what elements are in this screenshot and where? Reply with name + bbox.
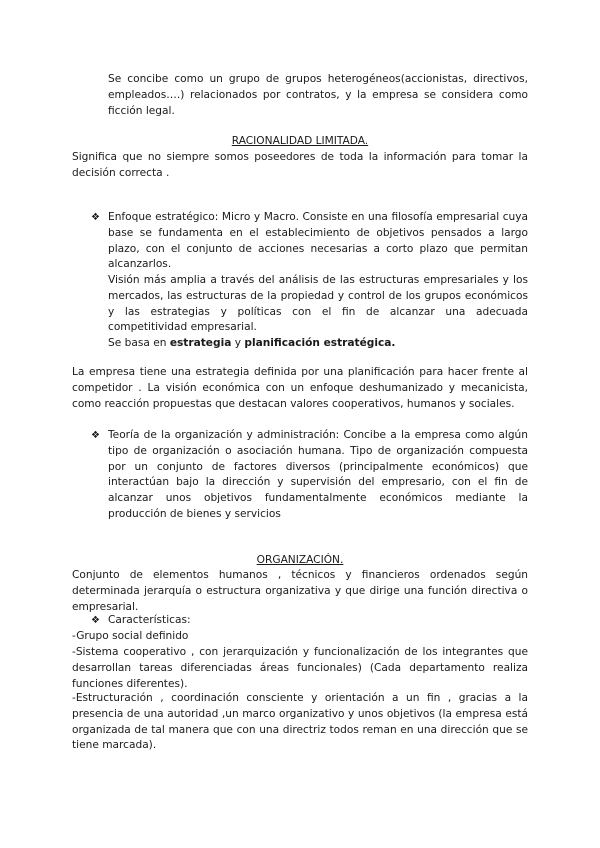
paragraph-se-basa: Se basa en estrategia y planificación estratégica. [108,337,396,349]
term-estrategia: estrategia [169,337,232,349]
paragraph-contracts: Se concibe como un grupo de grupos heterogéneos(accionistas, directivos, empleados….) relacionados por contratos, y la empresa se considera como ficción legal. [108,73,528,117]
bullet-icon: ❖ [91,430,100,441]
feature-sistema-cooperativo: -Sistema cooperativo , con jerarquización y funcionalización de los integrantes que desarrollan tareas diferenciadas áreas funcionales) (Cada departamento realiza funciones diferentes). [72,646,528,690]
paragraph-vision-amplia: Visión más amplia a través del análisis de las estructuras empresariales y los mercados, las estructuras de la propiedad y control de los grupos económicos y las estrategias y políticas con el fin de alcanzar una adecuada competitividad empresarial. [108,274,528,334]
heading-racionalidad-limitada: RACIONALIDAD LIMITADA. [231,135,369,147]
bullet-icon: ❖ [91,212,100,223]
paragraph-organizacion-def: Conjunto de elementos humanos , técnicos y financieros ordenados según determinada jerarquía o estructura organizativa y que dirige una función directiva o empresarial. [72,569,528,613]
bullet-caracteristicas: Características: [108,614,191,626]
term-planificacion: planificación estratégica. [244,337,396,349]
feature-estructuracion: -Estructuración , coordinación consciente y orientación a un fin , gracias a la presencia de una autoridad ,un marco organizativo y unos objetivos (la empresa está organizada de tal manera que con una directriz todos reman en una dirección que se tiene marcada). [72,692,528,752]
bullet-enfoque-estrategico: Enfoque estratégico: Micro y Macro. Consiste en una filosofía empresarial cuya base se fundamenta en el establecimiento de objetivos pensados a largo plazo, con el conjunto de acciones necesarias a corto plazo que permitan alcanzarlos. [108,211,528,271]
bullet-teoria-organizacion: Teoría de la organización y administración: Concibe a la empresa como algún tipo de organización o asociación humana. Tipo de organización compuesta por un conjunto de factores diversos (principalmente económicos) que interactúan bajo la dirección y supervisión del empresario, con el fin de alcanzar unos objetivos fundamentalmente económicos mediante la producción de bienes y servicios [108,429,528,520]
paragraph-racionalidad: Significa que no siempre somos poseedores de toda la información para tomar la decisión correcta . [72,151,528,179]
heading-organizacion: ORGANIZACIÓN. [256,554,344,566]
paragraph-estrategia-definida: La empresa tiene una estrategia definida por una planificación para hacer frente al competidor . La visión económica con un enfoque deshumanizado y mecanicista, como reacción propuestas que destacan valores cooperativos, humanos y sociales. [72,366,528,410]
feature-grupo-social: -Grupo social definido [72,630,189,642]
bullet-icon: ❖ [91,615,100,626]
